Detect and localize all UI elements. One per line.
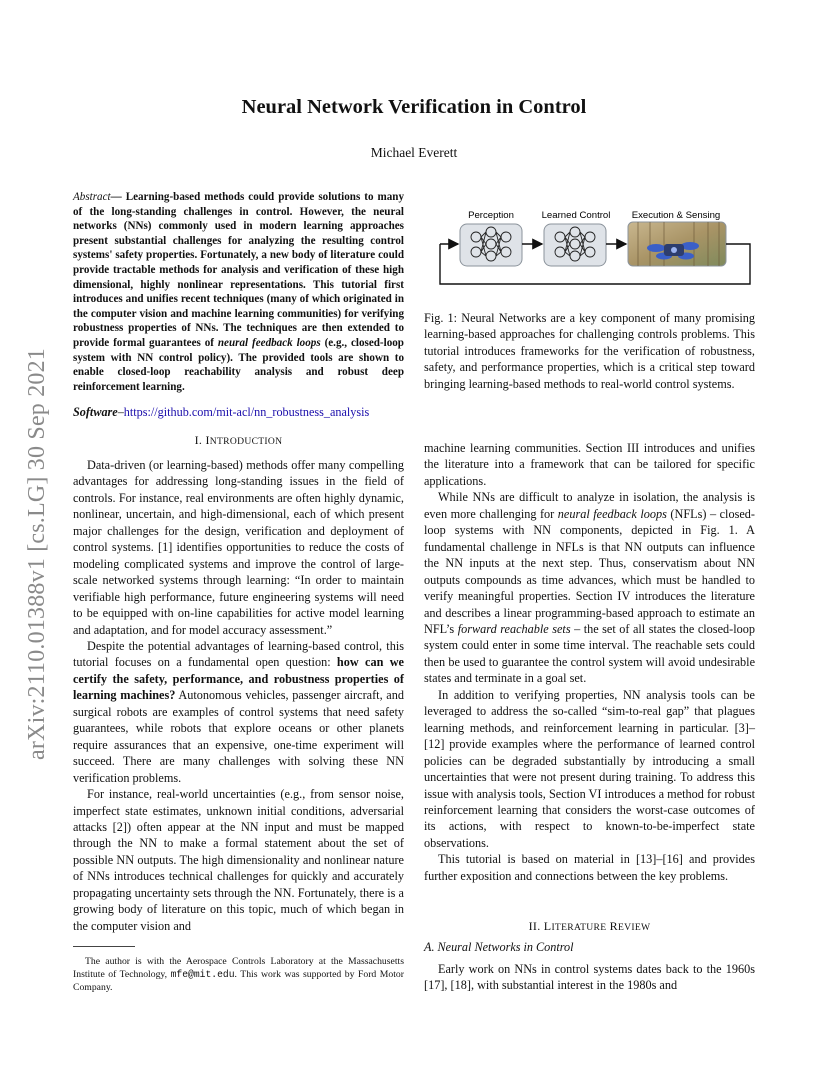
abstract: Abstract— Learning-based methods could provide solutions to many of the long-standing challenges in control. However, the neural networks (NNs) commonly used in modern learning approaches present substantial challenges for analyzing the resulting control systems' safety properties. Fortunately, a new body of literature could provide tractable methods for analysis and verification of these high dimensional, highly nonlinear representations. This tutorial first introduces and unifies recent techniques (many of which originated in the computer vision and machine learning communities) for verifying robustness properties of NNs. The techniques are then extended to provide formal guarantees of neural feedback loops (e.g., closed-loop system with NN control policy). The provided tools are shown to enable closed-loop reachability analysis and robust deep reinforcement learning. — [73, 191, 404, 393]
fig-label-execution: Execution & Sensing — [631, 210, 721, 221]
right-p2-c: – the set of all states the closed-loop system could enter in some time interval. The reachable sets could then be used to guarantee the control system will avoid undesirable states and terminate in a goal set. — [424, 621, 755, 686]
abstract-text: Learning-based methods could provide solutions to many of the long-standing challenges in control. However, the neural networks (NNs) commonly used in modern learning approaches present substantial challenges for analyzing the resulting control systems' safety properties. Fortunately, a new body of literature could provide tractable methods for analysis and verification of these high dimensional, highly nonlinear representations. This tutorial first introduces and unifies recent techniques (many of which originated in the computer vision and machine learning communities) for verifying robustness properties of NNs. The techniques are then extended to provide formal guarantees of — [73, 191, 404, 349]
figure-1-diagram — [432, 204, 762, 300]
right-p2-b: (NFLs) – closed-loop systems with NN components, depicted in Fig. 1. A fundamental challenge in NFLs is that NN outputs can influence the NN inputs at the next step. Thus, conservatism about NN outputs compounds as time advances, which must be handled to verify meaningful properties. Section IV introduces the literature and describes a linear programming-based approach to estimate an NFL’s — [424, 506, 755, 636]
footnote-text-b: . This work was supported by Ford Motor Company. — [73, 968, 404, 993]
footnote-rule — [73, 946, 135, 947]
footnote — [73, 956, 404, 994]
footnote-email[interactable]: mfe@mit.edu — [170, 968, 235, 980]
right-paragraph-4: This tutorial is based on material in [13]–[16] and provides further exposition and connections between the key problems. — [424, 852, 755, 883]
right-column — [424, 440, 755, 884]
software-line: Software–https://github.com/mit-acl/nn_robustness_analysis — [73, 405, 370, 419]
abstract-italic-term: neural feedback loops — [217, 336, 321, 349]
left-column — [73, 457, 404, 934]
arxiv-stamp: arXiv:2110.01388v1 [cs.LG] 30 Sep 2021 — [24, 348, 50, 760]
execution-photo — [628, 222, 726, 266]
intro-p2-text: Despite the potential advantages of learning-based control, this tutorial focuses on a fundamental open question: — [73, 638, 404, 670]
footnote-text: The author is with the Aerospace Controls Laboratory at the Massachusetts Institute of Technology, — [73, 956, 404, 980]
right-paragraph-1: machine learning communities. Section III introduces and unifies the literature into a framework that can be tailored for specific applications. — [424, 441, 755, 488]
software-label: Software — [73, 405, 118, 419]
paper-title: Neural Network Verification in Control — [241, 96, 587, 118]
right-paragraph-5: Early work on NNs in control systems dates back to the 1960s [17], [18], with substantial interest in the 1980s and — [424, 962, 755, 993]
paper-author: Michael Everett — [370, 145, 458, 160]
intro-paragraph-3: For instance, real-world uncertainties (e.g., from sensor noise, imperfect state estimates, unknown initial conditions, adversarial attacks [2]) often appear at the NN input and must be mapped through the NN to make a formal statement about the set of possible NN outputs. The high dimensionality and nonlinear nature of NNs introduces technical challenges for quickly and accurately propagating uncertainty sets through the NN. Fortunately, there is a growing body of literature on this topic, much of which began in the computer vision and — [73, 787, 404, 933]
intro-p2-bold: how can we certify the safety, performance, and robustness properties of learning machines? — [73, 655, 404, 703]
right-paragraph-2 — [424, 489, 755, 686]
figure-1-caption: Fig. 1: Neural Networks are a key component of many promising learning-based approaches for challenging controls problems. This tutorial introduces frameworks for the verification of robustness, safety, and performance properties, which is a critical step toward bringing learning-based methods to real-world control systems. — [424, 311, 755, 391]
intro-p2-text-b: Autonomous vehicles, passenger aircraft, and surgical robots are examples of control systems that need safety guarantees, while robots that explore oceans or other planets require assurances that an expensive, one-time experiment will succeed. There are many challenges with solving these NN verification problems. — [73, 688, 404, 785]
intro-paragraph-1: Data-driven (or learning-based) methods offer many compelling advantages for addressing long-standing issues in the field of controls. For instance, real environments are often highly dynamic, nonlinear, uncertain, and high-dimensional, each of which present major challenges for the design, verification and deployment of control systems. [1] identifies opportunities to reduce the costs of modeling complicated systems and improve the control of large-scale networked systems through learning: “In order to maintain verifiable high performance, future engineering systems will need to be equipped with on-line capabilities for active model learning and adaptation, and for model accuracy assessment.” — [73, 458, 404, 637]
abstract-label: Abstract — [73, 191, 111, 203]
subsection-heading-nn-control: A. Neural Networks in Control — [424, 940, 574, 954]
learned-control-nn-icon — [544, 224, 606, 266]
software-link[interactable]: https://github.com/mit-acl/nn_robustness_analysis — [123, 405, 370, 419]
intro-paragraph-2 — [73, 638, 404, 786]
section-heading-literature: II. LITERATURE REVIEW — [528, 919, 651, 933]
right-paragraph-3: In addition to verifying properties, NN analysis tools can be leveraged to address the so-called “sim-to-real gap” that plagues learning methods, and reinforcement learning in particular. [3]–[12] provide examples where the performance of learned control policies can be degraded substantially by introducing a small uncertainties that were not present during training. To address this issue with analysis tools, Section VI introduces a method for robust reinforcement learning that considers the worst-case outcomes of its actions, with respect to known-to-be-imperfect state observations. — [424, 687, 755, 850]
right-p2-italic: neural feedback loops — [557, 506, 667, 521]
fig-label-perception: Perception — [468, 210, 514, 221]
fig-label-learned-control: Learned Control — [541, 210, 611, 221]
abstract-text-after: (e.g., closed-loop system with NN control policy). The provided tools are shown to enable closed-loop reachability analysis and robust deep reinforcement learning. — [73, 336, 404, 393]
section-heading-introduction: I. INTRODUCTION — [194, 433, 283, 447]
perception-nn-icon — [460, 224, 522, 266]
right-p2-italic-2: forward reachable sets — [457, 621, 571, 636]
right-column-bottom — [424, 961, 755, 994]
right-p2-a: While NNs are difficult to analyze in isolation, the analysis is even more challenging for — [424, 490, 755, 521]
